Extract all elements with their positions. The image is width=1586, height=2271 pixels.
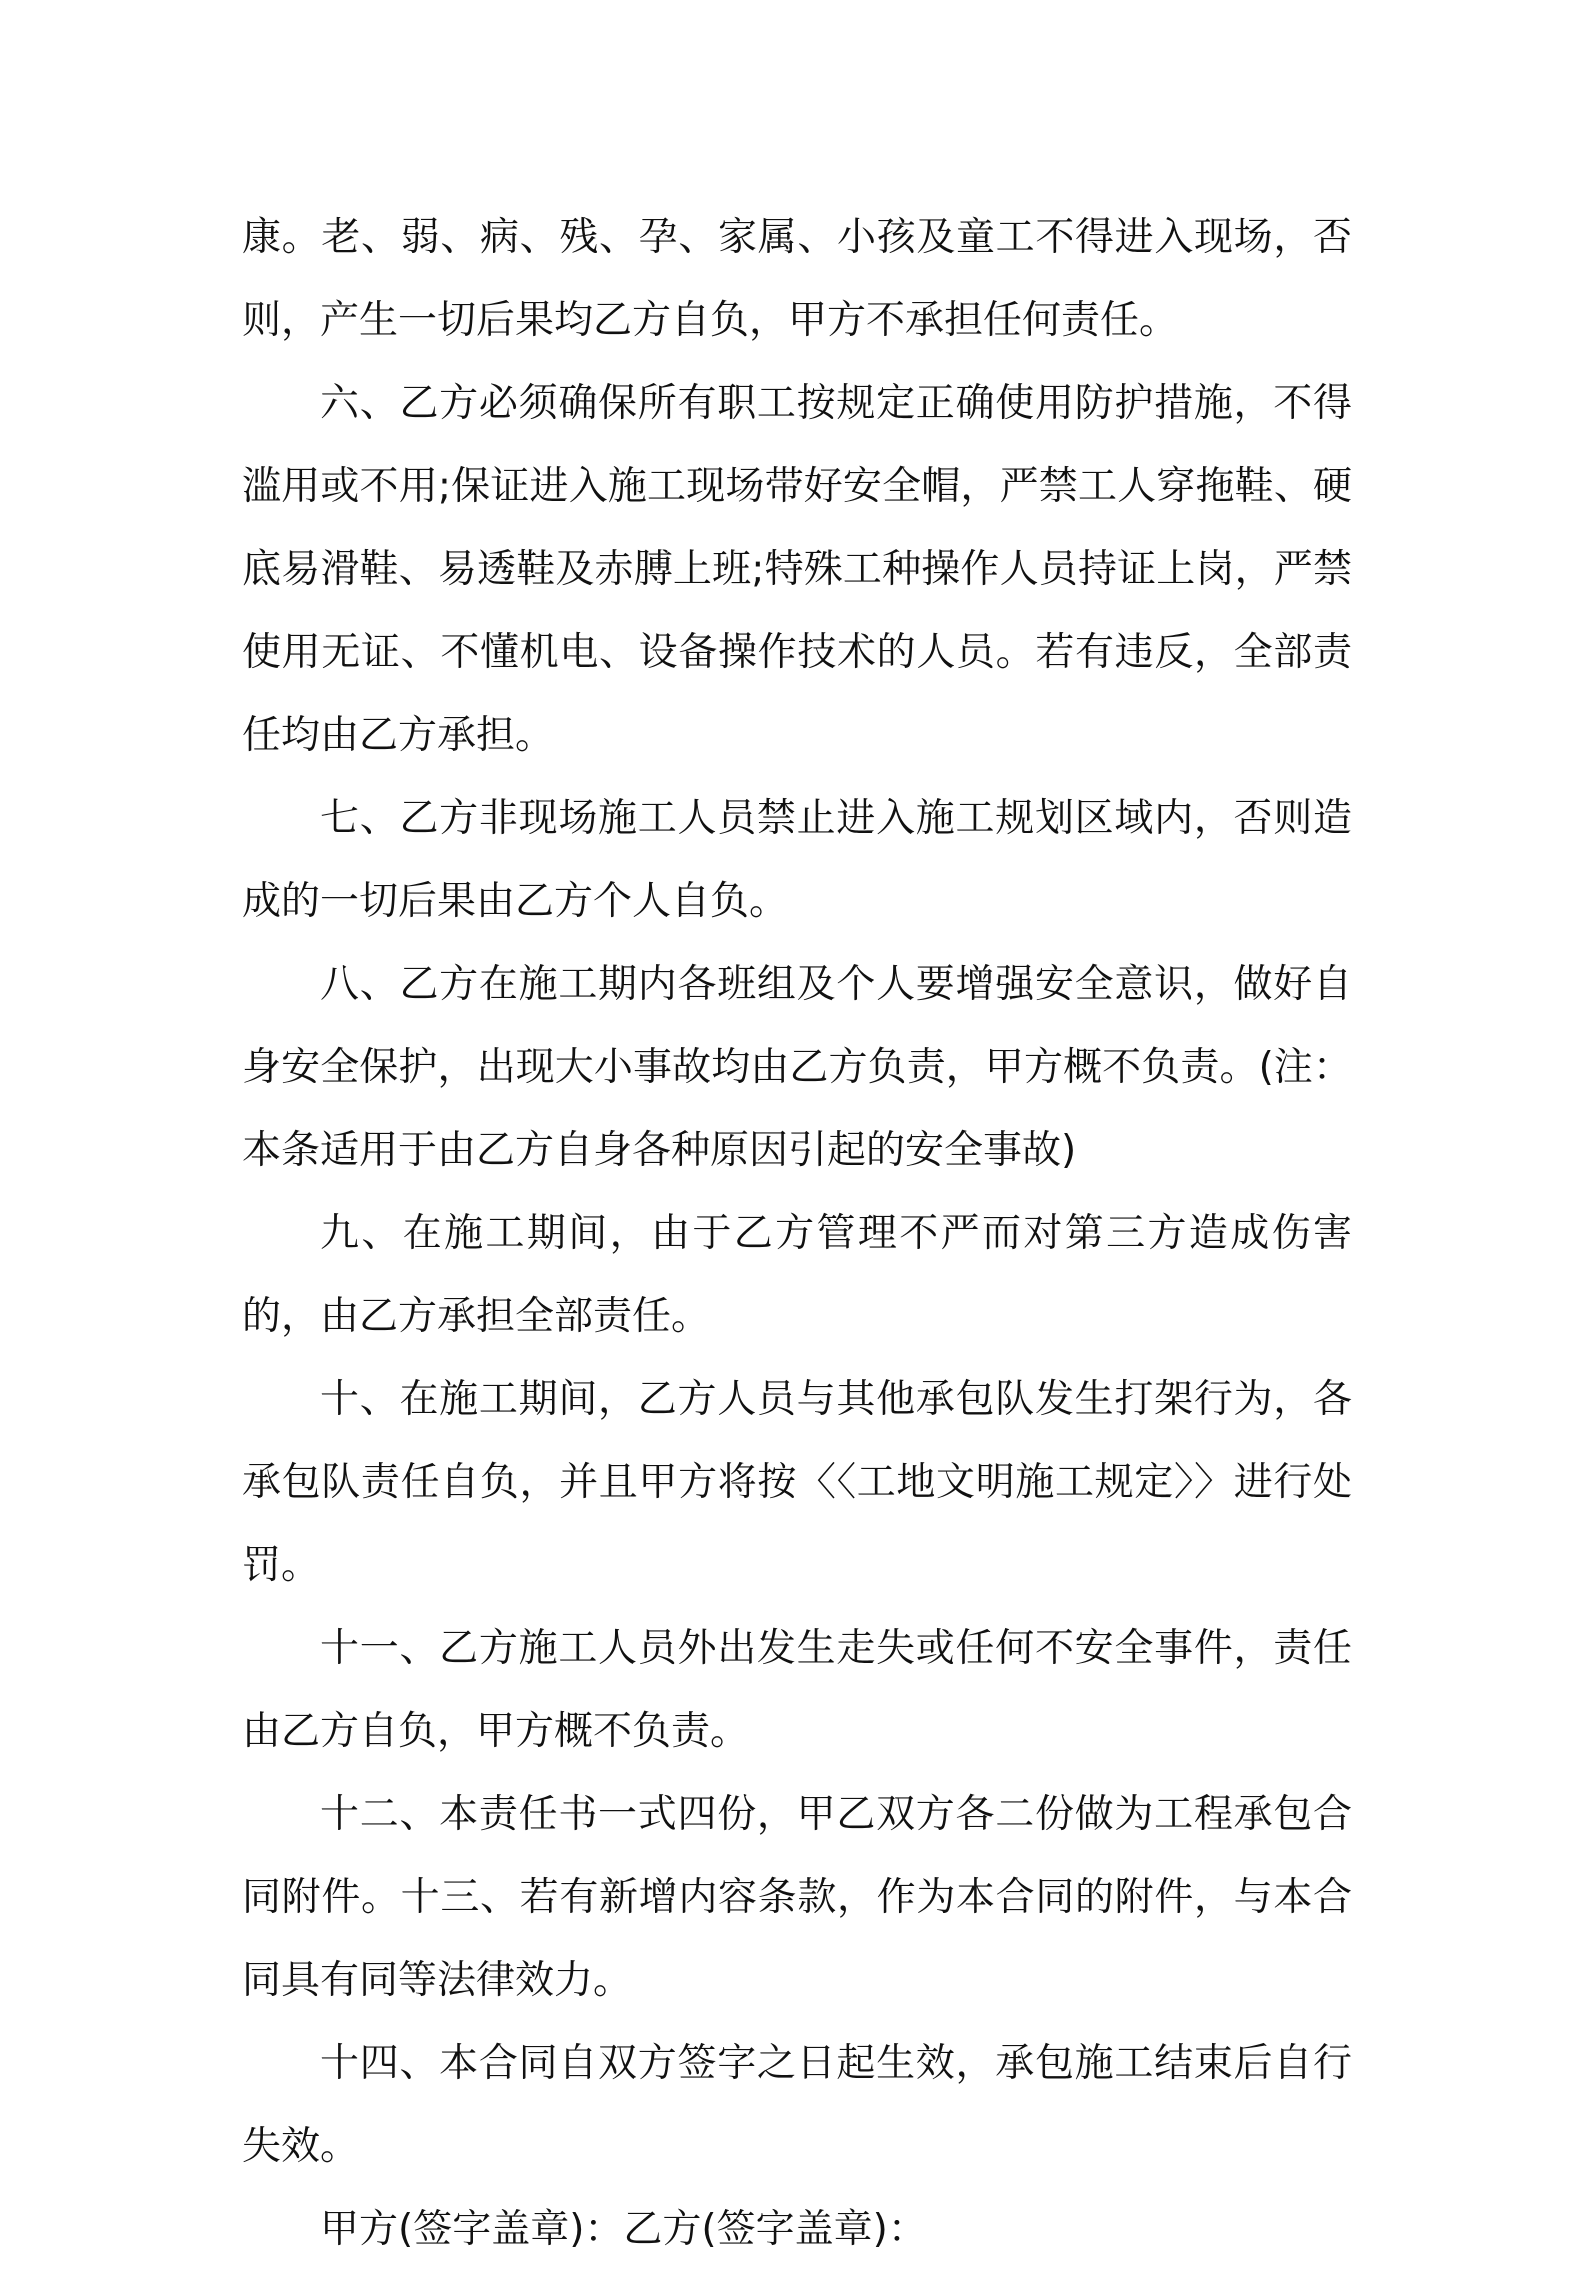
clause-14: 十四、本合同自双方签字之日起生效，承包施工结束后自行失效。 [242,2041,1352,2169]
clause-5-continuation: 康。老、弱、病、残、孕、家属、小孩及童工不得进入现场，否则，产生一切后果均乙方自负，甲方不承担任何责任。 [242,215,1352,343]
clause-8: 八、乙方在施工期内各班组及个人要增强安全意识，做好自身安全保护，出现大小事故均由乙方负责，甲方概不负责。(注：本条适用于由乙方自身各种原因引起的安全事故) [242,962,1352,1173]
clause-10: 十、在施工期间，乙方人员与其他承包队发生打架行为，各承包队责任自负，并且甲方将按〈〈工地文明施工规定〉〉进行处罚。 [242,1377,1352,1588]
clause-7: 七、乙方非现场施工人员禁止进入施工规划区域内，否则造成的一切后果由乙方个人自负。 [242,796,1352,924]
document-body [242,196,1352,2271]
clause-6: 六、乙方必须确保所有职工按规定正确使用防护措施，不得滥用或不用;保证进入施工现场带好安全帽，严禁工人穿拖鞋、硬底易滑鞋、易透鞋及赤膊上班;特殊工种操作人员持证上岗，严禁使用无证、不懂机电、设备操作技术的人员。若有违反，全部责任均由乙方承担。 [242,381,1352,758]
clause-12-13: 十二、本责任书一式四份，甲乙双方各二份做为工程承包合同附件。十三、若有新增内容条款，作为本合同的附件，与本合同具有同等法律效力。 [242,1792,1352,2003]
clause-11: 十一、乙方施工人员外出发生走失或任何不安全事件，责任由乙方自负，甲方概不负责。 [242,1626,1352,1754]
signature-line: 甲方(签字盖章)：乙方(签字盖章)： [320,2207,927,2252]
clause-9: 九、在施工期间，由于乙方管理不严而对第三方造成伤害的，由乙方承担全部责任。 [242,1211,1352,1339]
